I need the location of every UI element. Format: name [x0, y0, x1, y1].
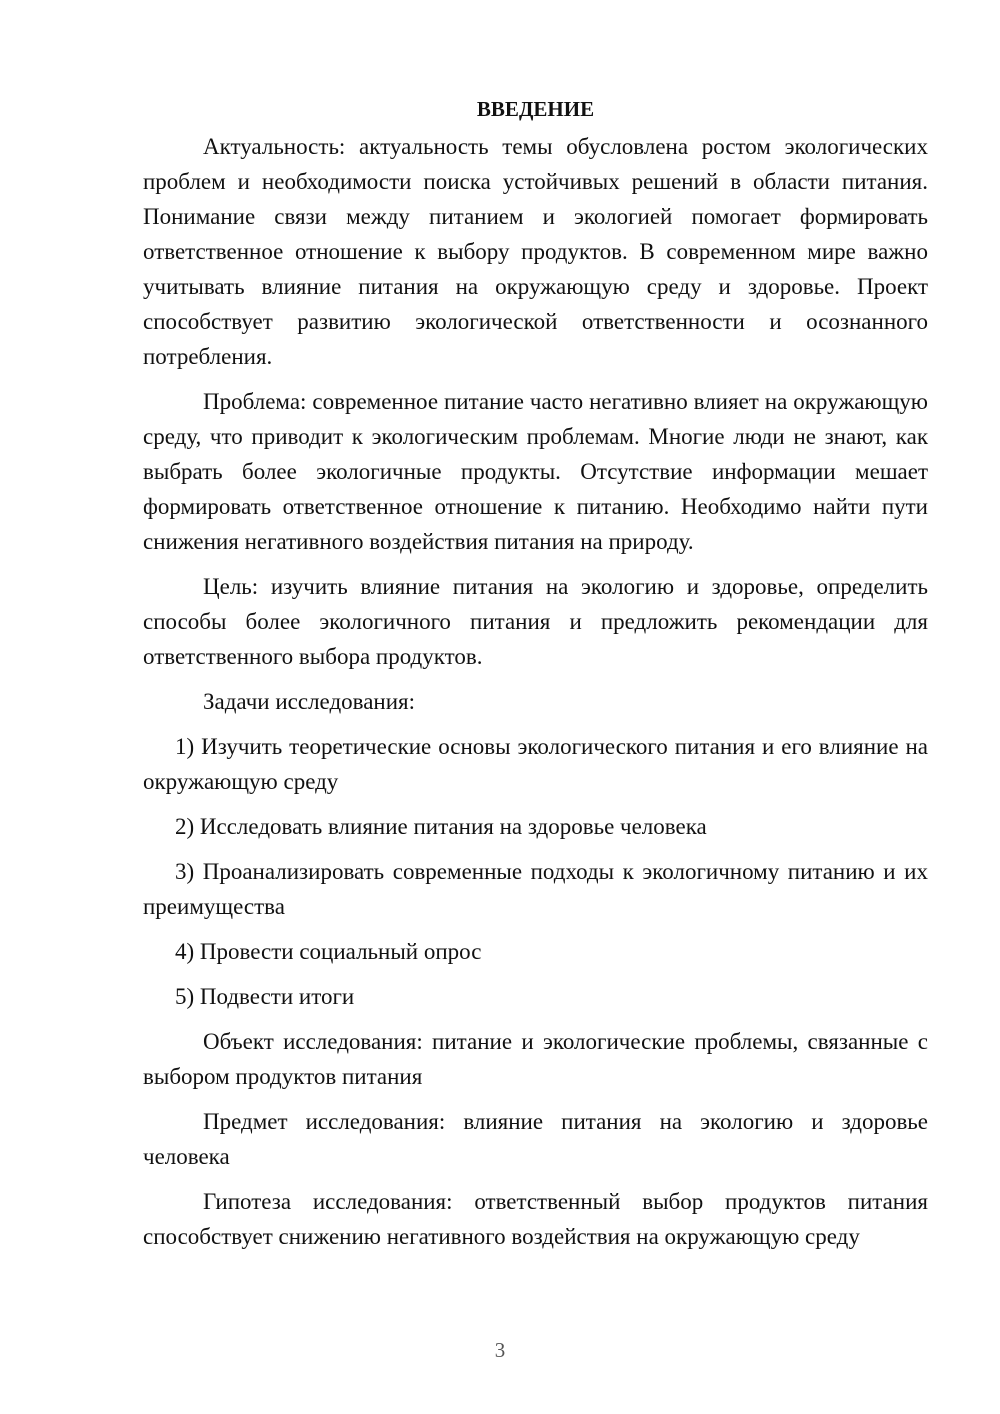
task-item-5: 5) Подвести итоги: [175, 984, 355, 1009]
task-item-2: 2) Исследовать влияние питания на здоровье человека: [175, 814, 707, 839]
task-item-4: 4) Провести социальный опрос: [175, 939, 482, 964]
goal-paragraph: Цель: изучить влияние питания на экологию и здоровье, определить способы более экологичного питания и предложить рекомендации для ответственного выбора продуктов.: [143, 574, 928, 669]
tasks-heading: Задачи исследования:: [203, 689, 416, 714]
page-number: 3: [494, 1338, 506, 1362]
task-item-1: 1) Изучить теоретические основы экологического питания и его влияние на окружающую среду: [143, 734, 928, 794]
document-body: [143, 92, 928, 1264]
problem-paragraph: Проблема: современное питание часто негативно влияет на окружающую среду, что приводит к экологическим проблемам. Многие люди не знают, как выбрать более экологичные продукты. Отсутствие информации мешает формировать ответственное отношение к питанию. Необходимо найти пути снижения негативного воздействия питания на природу.: [143, 389, 928, 554]
page-title: ВВЕДЕНИЕ: [476, 97, 595, 121]
hypothesis-paragraph: Гипотеза исследования: ответственный выбор продуктов питания способствует снижению негативного воздействия на окружающую среду: [143, 1189, 928, 1249]
task-item-3: 3) Проанализировать современные подходы к экологичному питанию и их преимущества: [143, 859, 928, 919]
relevance-paragraph: Актуальность: актуальность темы обусловлена ростом экологических проблем и необходимости поиска устойчивых решений в области питания. Понимание связи между питанием и экологией помогает формировать ответственное отношение к выбору продуктов. В современном мире важно учитывать влияние питания на окружающую среду и здоровье. Проект способствует развитию экологической ответственности и осознанного потребления.: [143, 134, 928, 369]
subject-paragraph: Предмет исследования: влияние питания на экологию и здоровье человека: [143, 1109, 928, 1169]
object-paragraph: Объект исследования: питание и экологические проблемы, связанные с выбором продуктов питания: [143, 1029, 928, 1089]
